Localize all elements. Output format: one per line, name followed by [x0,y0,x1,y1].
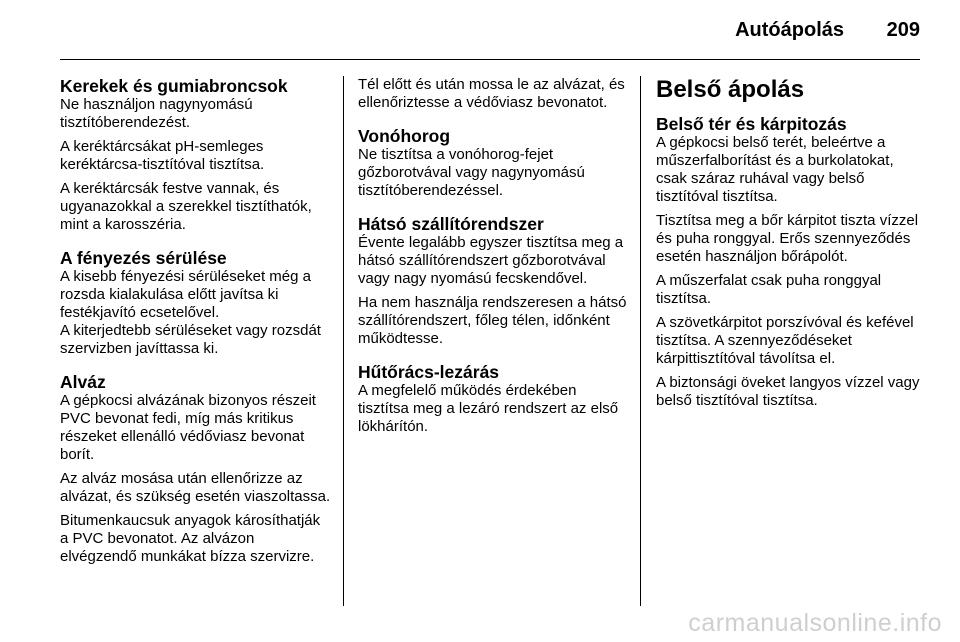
paragraph: A szövetkárpitot porszívóval és kefével tisztítsa. A szennyeződéseket kárpittisztítóval távolítsa el. [656,314,914,367]
paragraph: A kisebb fényezési sérüléseket még a rozsda kialakulása előtt javítsa ki festékjavító ecsetelővel. [60,268,311,321]
paragraph: Ne használjon nagynyomású tisztítóberendezést. [60,96,253,131]
section-towbar [358,126,630,200]
paragraph: A biztonsági öveket langyos vízzel vagy belső tisztítóval tisztítsa. [656,374,920,409]
paragraph: A keréktárcsák festve vannak, és ugyanazokkal a szerekkel tisztíthatók, mint a karosszéria. [60,180,312,233]
chapter-heading: Belső ápolás [656,76,805,103]
section-heading: Hátsó szállítórendszer [358,214,544,234]
section-underbody [60,372,332,566]
section-wheels-tyres [60,76,332,234]
column-divider-2 [640,76,641,606]
header-rule [60,59,920,60]
paragraph: Bitumenkaucsuk anyagok károsíthatják a PVC bevonatot. Az alvázon elvégzendő munkákat bízza szervizre. [60,512,321,565]
section-paint-damage [60,248,332,358]
column-right [656,76,928,424]
paragraph: Ne tisztítsa a vonóhorog-fejet gőzborotvával vagy nagynyomású tisztítóberendezéssel. [358,146,585,199]
section-heading: Hűtőrács-lezárás [358,362,500,382]
paragraph: A keréktárcsákat pH-semleges keréktárcsa-tisztítóval tisztítsa. [60,138,265,173]
section-heading: A fényezés sérülése [60,248,227,268]
section-interior-upholstery [656,114,928,410]
paragraph: Ha nem használja rendszeresen a hátsó szállítórendszert, főleg télen, időnként működtesse. [358,294,627,347]
paragraph: Az alváz mosása után ellenőrizze az alvázat, és szükség esetén viaszoltassa. [60,470,331,505]
section-heading: Vonóhorog [358,126,451,146]
paragraph: Tél előtt és után mossa le az alvázat, és ellenőriztesse a védőviasz bevonatot. [358,76,625,111]
watermark: carmanualsonline.info [688,609,942,637]
paragraph: Tisztítsa meg a bőr kárpitot tiszta vízzel és puha ronggyal. Erős szennyeződés esetén használjon bőrápolót. [656,212,919,265]
column-divider-1 [343,76,344,606]
paragraph: A műszerfalat csak puha ronggyal tisztítsa. [656,272,882,307]
page-number: 209 [886,19,920,41]
column-left [60,76,332,580]
paragraph: A megfelelő működés érdekében tisztítsa meg a lezáró rendszert az első lökhárítón. [358,382,619,435]
page-title: Autóápolás [735,19,844,41]
section-heading: Alváz [60,372,106,392]
page-header [0,0,960,60]
paragraph: A kiterjedtebb sérüléseket vagy rozsdát szervizben javíttassa ki. [60,322,321,357]
section-grille-shutter [358,362,630,436]
paragraph: A gépkocsi alvázának bizonyos részeit PVC bevonat fedi, míg más kritikus részeket ellenálló védőviasz bevonat borít. [60,392,316,463]
section-underbody-continued [358,76,630,112]
paragraph: A gépkocsi belső terét, beleértve a műszerfalborítást és a burkolatokat, csak száraz ruhával vagy belső tisztítóval tisztítsa. [656,134,894,205]
paragraph: Évente legalább egyszer tisztítsa meg a hátsó szállítórendszert gőzborotvával vagy nagy nyomású fecskendővel. [358,234,624,287]
section-rear-carrier [358,214,630,348]
section-heading: Belső tér és kárpitozás [656,114,847,134]
section-heading: Kerekek és gumiabroncsok [60,76,288,96]
column-middle [358,76,630,450]
